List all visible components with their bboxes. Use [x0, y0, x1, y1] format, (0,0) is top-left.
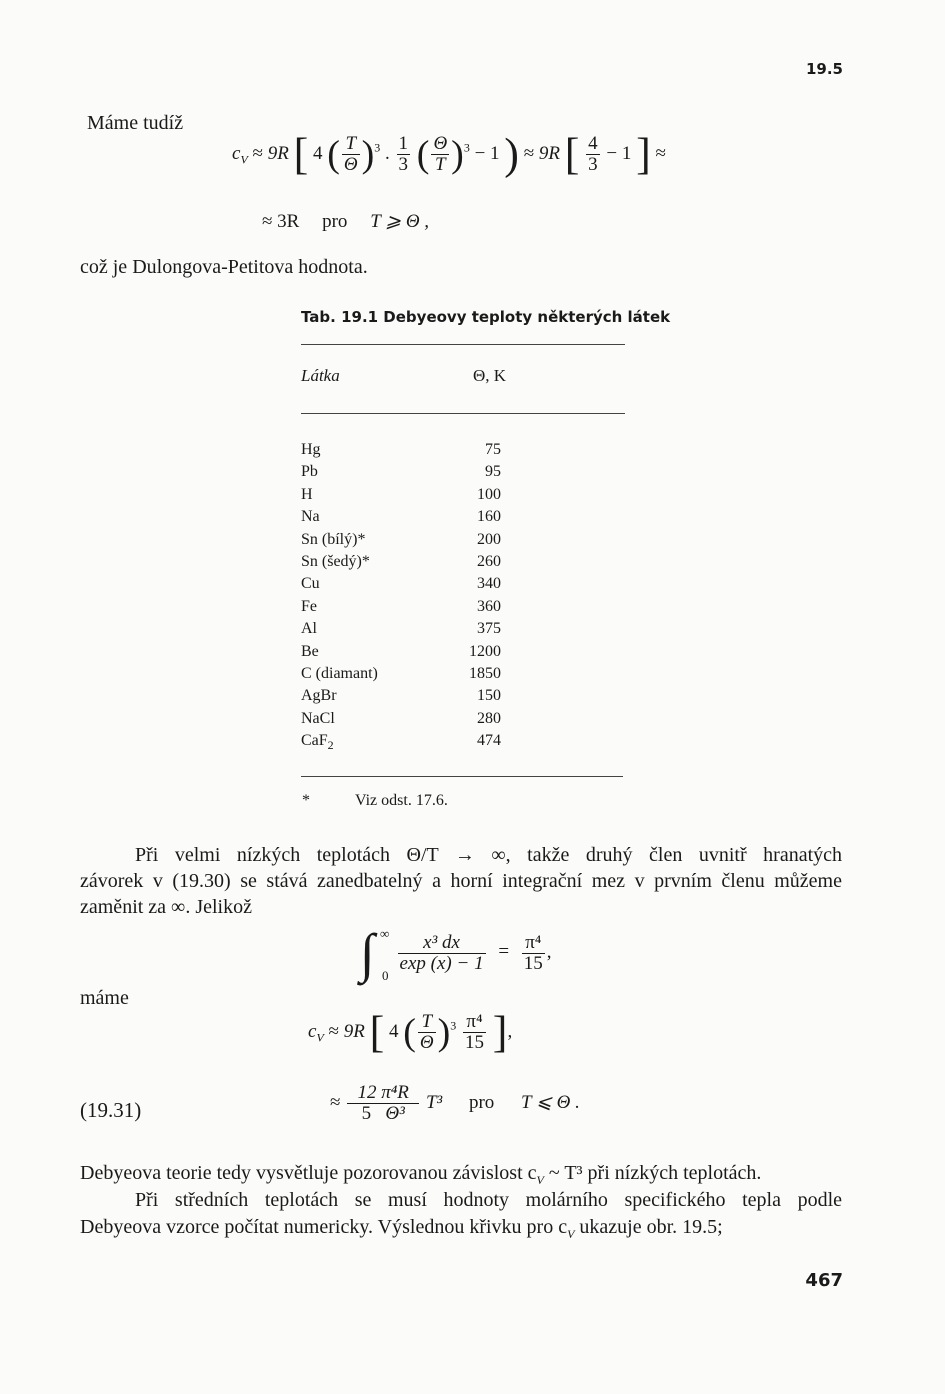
table-rule-header — [301, 413, 625, 414]
table-row: Cu 340 — [301, 575, 501, 593]
fraction-theta-t: $\frac{\Theta}{T}$ — [433, 133, 448, 175]
cv-symbol: c — [232, 142, 241, 164]
dulong-petit-text: což je Dulongova-Petitova hodnota. — [80, 256, 368, 278]
paragraph-1-line-3: zaměnit za ∞. Jelikož — [80, 896, 252, 918]
left-bracket: [ — [293, 129, 309, 179]
table-caption: Tab. 19.1 Debyeovy teploty některých látek — [301, 308, 671, 326]
table-row: C (diamant) 1850 — [301, 664, 501, 682]
table-row: Fe 360 — [301, 597, 501, 615]
fraction-one-third: $\frac{1}{3}$ — [398, 133, 409, 175]
page-number: 467 — [805, 1270, 843, 1291]
fraction-t-theta: $\frac{T}{\Theta}$ — [343, 133, 358, 175]
footnote-text: Viz odst. 17.6. — [355, 792, 448, 809]
fraction-four-thirds: $\frac{4}{3}$ — [588, 133, 598, 175]
integrand-fraction: $\frac{\text{x³ dx}}{\exp (x) - 1}$ — [399, 931, 484, 974]
equation-number: (19.31) — [80, 1098, 142, 1122]
paragraph-2: Debyeova teorie tedy vysvětluje pozorovanou závislost $c_V$ ~ T³ při nízkých teplotách. — [80, 1162, 762, 1187]
right-paren: ) — [504, 129, 519, 179]
integral-sign: ∫ — [360, 923, 375, 983]
intro-text: Máme tudíž — [87, 112, 184, 134]
integral-upper-limit: ∞ — [380, 926, 390, 941]
equation-1: $c_V \approx 9R$ [ 4 ( $\frac{T}{\Theta}$ )$^3$ . $\frac{1}{3}$ ( $\frac{\Theta}{T}$ )$^3$ − 1 ) ≈ 9R [ $\frac{4}{3}$ − 1 ] ≈ — [232, 129, 666, 179]
table-row: Pb 95 — [301, 463, 501, 481]
equation-2: $c_V \approx 9R$ [ 4 ( $\frac{T}{\Theta}$ )$^3$ $\frac{\text{π⁴}}{15}$ ], — [308, 1007, 513, 1057]
fraction-12pi4r: $\frac{\text{12 π⁴R}}{\text{5 Θ³}}$ — [347, 1083, 419, 1124]
col-header-theta: Θ, K — [473, 366, 507, 385]
table-row: Sn (šedý)* 260 — [301, 552, 501, 570]
paragraph-1-line-1: Při velmi nízkých teplotách Θ/T → ∞, takže druhý člen uvnitř hranatých — [135, 844, 842, 866]
equation-1-result: ≈ 3R pro T ⩾ Θ , — [262, 211, 430, 232]
table-row: Hg 75 — [301, 441, 501, 458]
section-number: 19.5 — [805, 60, 843, 78]
table-row: Sn (bílý)* 200 — [301, 530, 501, 548]
table-row: CaF$_2$ 474 — [301, 732, 501, 753]
integral-equation: ∫ ∞ 0 $\frac{\text{x³ dx}}{\exp (x) - 1}$ = $\frac{\text{π⁴}}{15}$ , — [360, 923, 552, 983]
paragraph-3-line-2: Debyeova vzorce počítat numericky. Výslednou křivku pro $c_V$ ukazuje obr. 19.5; — [80, 1216, 723, 1241]
equation-3: ≈ $\frac{\text{12 π⁴R}}{\text{5 Θ³}}$ T³ pro T ⩽ Θ . — [330, 1082, 580, 1124]
paragraph-3-line-1: Při středních teplotách se musí hodnoty molárního specifického tepla podle — [135, 1189, 842, 1211]
col-header-substance: Látka — [301, 366, 340, 385]
table-rule-top — [301, 344, 625, 345]
table-row: Be 1200 — [301, 642, 501, 660]
table-row: H 100 — [301, 485, 501, 503]
table-row: Al 375 — [301, 620, 501, 638]
pi4-over-15: $\frac{\text{π⁴}}{15}$ — [523, 931, 543, 974]
table-body — [301, 439, 561, 752]
table-row: AgBr 150 — [301, 687, 501, 705]
paragraph-1-line-2: závorek v (19.30) se stává zanedbatelný a horní integrační mez v prvním členu můžeme — [80, 870, 842, 892]
table-row: NaCl 280 — [301, 709, 501, 727]
integral-lower-limit: 0 — [382, 968, 389, 983]
table-rule-bottom — [301, 776, 623, 777]
mame-text: máme — [80, 987, 129, 1009]
table-row: Na 160 — [301, 508, 501, 526]
footnote-mark: * — [302, 792, 310, 809]
